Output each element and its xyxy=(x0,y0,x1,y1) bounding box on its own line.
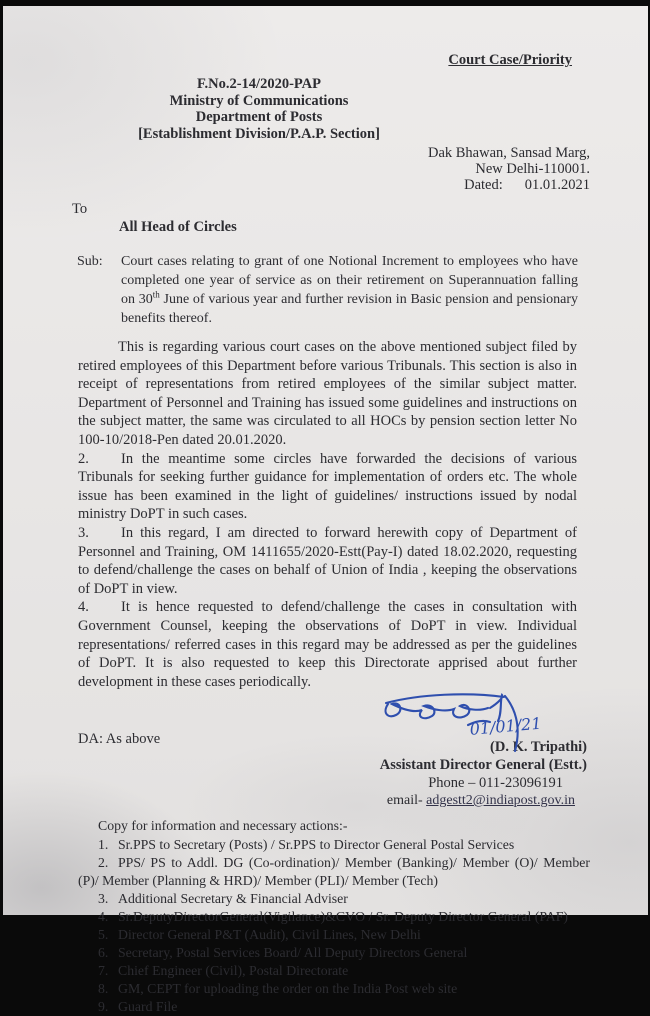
scanned-letter-page xyxy=(3,6,648,1015)
signature-block xyxy=(257,691,587,809)
signatory-name: (D. K. Tripathi) xyxy=(490,739,587,756)
item-text: Guard File xyxy=(118,999,178,1015)
paragraph-4-text: It is hence requested to defend/challenge the cases in consultation with Government Counsel, keeping the observations of DoPT in view. Individual representations/ referred cases in this regard may be addressed as per the guidelines of DoPT. It is also requested to keep this Directorate apprised about further development in these cases periodically. xyxy=(78,599,577,690)
paragraph-2-text: In the meantime some circles have forwarded the decisions of various Tribunals for seeking further guidance for implementation of orders etc. The whole issue has been examined in the light of guidelines/ instructions issued by nodal ministry DoPT in such cases. xyxy=(78,450,577,523)
copy-distribution-section xyxy=(78,817,590,1016)
item-number: 1. xyxy=(98,837,109,853)
letter-body xyxy=(78,338,577,691)
copy-list-item xyxy=(78,836,590,854)
email-label: email- xyxy=(386,793,427,809)
copy-list-heading: Copy for information and necessary actions:- xyxy=(98,818,348,834)
item-text: Sr.DeputyDirectorGeneral(Vigilance)&CVO / Sr. Deputy Director General (PAF) xyxy=(118,909,569,925)
date-line xyxy=(3,177,590,194)
letterhead xyxy=(3,76,515,142)
address-line-2: New Delhi-110001. xyxy=(475,161,590,177)
enclosure-line: DA: As above xyxy=(78,731,161,748)
signatory-email-line xyxy=(257,793,575,809)
item-number: 8. xyxy=(98,981,109,997)
division-section: [Establishment Division/P.A.P. Section] xyxy=(138,125,380,142)
date-label: Dated: xyxy=(464,177,503,193)
copy-list-item xyxy=(78,926,590,944)
item-text: GM, CEPT for uploading the order on the India Post web site xyxy=(118,981,458,997)
subject-label: Sub: xyxy=(77,254,103,269)
copy-list-item xyxy=(78,890,590,908)
subject-text-part2: June of various year and further revision in Basic pension and pensionary benefits thereof. xyxy=(121,292,578,326)
classification-text: Court Case/Priority xyxy=(448,52,572,68)
address-line-1: Dak Bhawan, Sansad Marg, xyxy=(427,145,590,161)
body-paragraph-4 xyxy=(78,598,577,691)
handwritten-signature xyxy=(372,687,587,759)
copy-list-item xyxy=(78,962,590,980)
body-paragraph-2 xyxy=(78,450,577,524)
copy-list-item xyxy=(78,980,590,998)
paragraph-2-number: 2. xyxy=(78,450,89,467)
subject-text-part1: Court cases relating to grant of one Notional Increment to employees who have completed one year of service as on their retirement on Superannuation falling on 30 xyxy=(121,254,578,307)
signatory-designation: Assistant Director General (Estt.) xyxy=(379,757,587,774)
email-address: adgestt2@indiapost.gov.in xyxy=(426,793,575,809)
item-number: 2. xyxy=(98,855,109,871)
item-text: Secretary, Postal Services Board/ All Deputy Directors General xyxy=(118,945,468,961)
body-paragraph-3 xyxy=(78,524,577,598)
addressee: All Head of Circles xyxy=(119,219,237,235)
signature-date-scribble: 01/01/21 xyxy=(468,713,543,740)
copy-list-item xyxy=(78,854,590,890)
date-value: 01.01.2021 xyxy=(524,177,590,193)
signatory-phone: Phone – 011-23096191 xyxy=(428,775,563,792)
copy-list-item xyxy=(78,998,590,1016)
item-text: Additional Secretary & Financial Adviser xyxy=(118,891,348,907)
paragraph-4-number: 4. xyxy=(78,599,89,616)
item-number: 7. xyxy=(98,963,109,979)
classification-header xyxy=(3,52,572,69)
closing-block xyxy=(78,705,587,815)
item-number: 6. xyxy=(98,945,109,961)
subject-superscript: th xyxy=(152,289,160,300)
paragraph-3-text: In this regard, I am directed to forward herewith copy of Department of Personnel and Training, OM 1411655/2020-Estt(Pay-I) dated 18.02.2020, requesting to defend/challenge the cases on behalf of Union of India , keeping the observations of DoPT in view. xyxy=(78,524,577,597)
item-number: 5. xyxy=(98,927,109,943)
copy-list-item xyxy=(78,944,590,962)
department-name: Department of Posts xyxy=(195,109,323,125)
item-number: 4. xyxy=(98,909,109,925)
item-text: Chief Engineer (Civil), Postal Directorate xyxy=(118,963,349,979)
ministry-name: Ministry of Communications xyxy=(169,92,349,109)
item-text: Director General P&T (Audit), Civil Lines, New Delhi xyxy=(118,927,421,943)
copy-distribution-list xyxy=(78,836,590,1016)
item-number: 9. xyxy=(98,999,109,1015)
item-text: Sr.PPS to Secretary (Posts) / Sr.PPS to Director General Postal Services xyxy=(118,837,515,853)
subject-text xyxy=(121,252,578,328)
copy-list-item xyxy=(78,908,590,926)
to-label: To xyxy=(72,201,88,217)
sender-address xyxy=(3,145,590,177)
body-paragraph-1: This is regarding various court cases on the above mentioned subject filed by retired employees of this Department before various Tribunals. This section is also in receipt of representations from retired employees of the similar subject matter. Department of Personnel and Training has issued some guidelines and instructions on the subject matter, the same was circulated to all HOCs by pension section letter No 100-10/2018-Pen dated 20.01.2020. xyxy=(78,339,577,448)
item-number: 3. xyxy=(98,891,109,907)
paragraph-3-number: 3. xyxy=(78,524,89,541)
subject-block xyxy=(77,252,578,328)
file-number: F.No.2-14/2020-PAP xyxy=(196,76,322,92)
item-text: PPS/ PS to Addl. DG (Co-ordination)/ Member (Banking)/ Member (O)/ Member (P)/ Member (Planning & HRD)/ Member (PLI)/ Member (Tech) xyxy=(78,855,590,889)
